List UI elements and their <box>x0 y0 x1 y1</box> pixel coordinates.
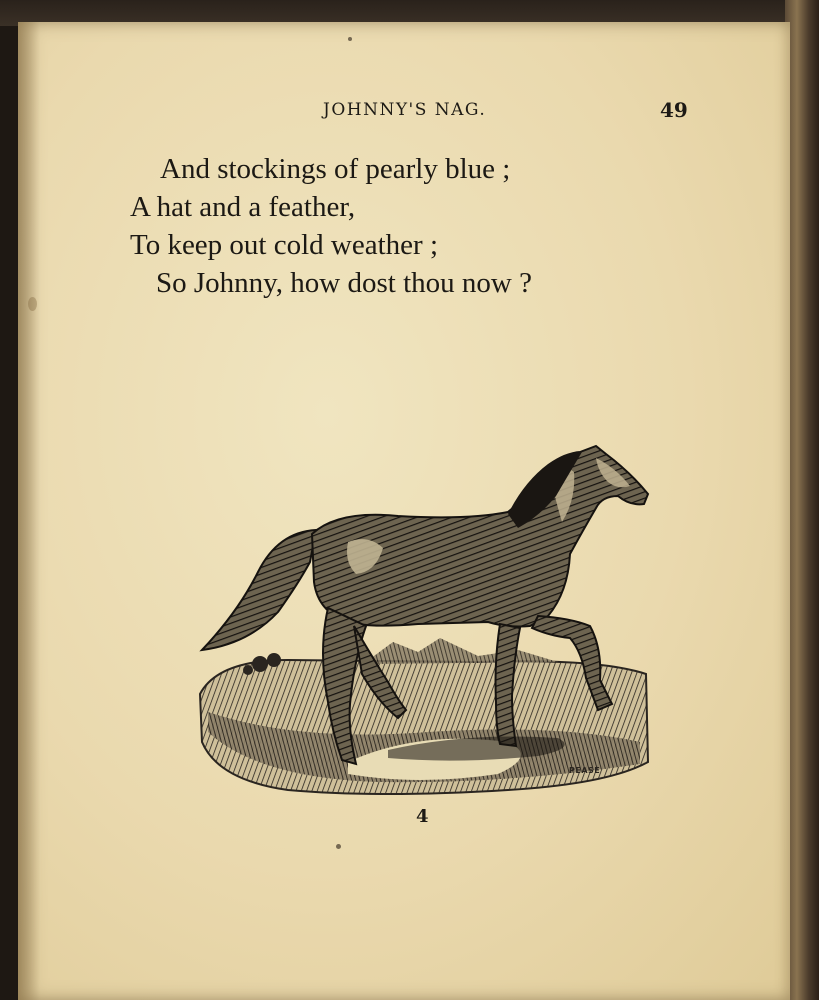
verse-line: To keep out cold weather ; <box>130 229 438 261</box>
ink-speck <box>336 844 341 849</box>
distant-hills <box>363 638 558 664</box>
verse-stanza <box>130 150 690 302</box>
ink-speck <box>348 37 352 41</box>
verse-line: And stockings of pearly blue ; <box>160 153 511 185</box>
verse-line: A hat and a feather, <box>130 191 356 223</box>
running-head: JOHNNY'S NAG. <box>323 100 487 120</box>
foxing-spot <box>28 297 37 311</box>
signature-mark: 4 <box>416 806 429 827</box>
book-fore-edge <box>785 0 819 1000</box>
horse-woodcut-illustration <box>178 412 658 812</box>
engraver-signature: PEASE <box>569 766 601 775</box>
page-number: 49 <box>660 98 688 122</box>
page-gutter-shadow <box>18 22 40 1000</box>
verse-line: So Johnny, how dost thou now ? <box>156 267 532 299</box>
horse-body <box>312 446 648 627</box>
horse-tail <box>202 530 316 650</box>
book-page <box>18 22 790 1000</box>
